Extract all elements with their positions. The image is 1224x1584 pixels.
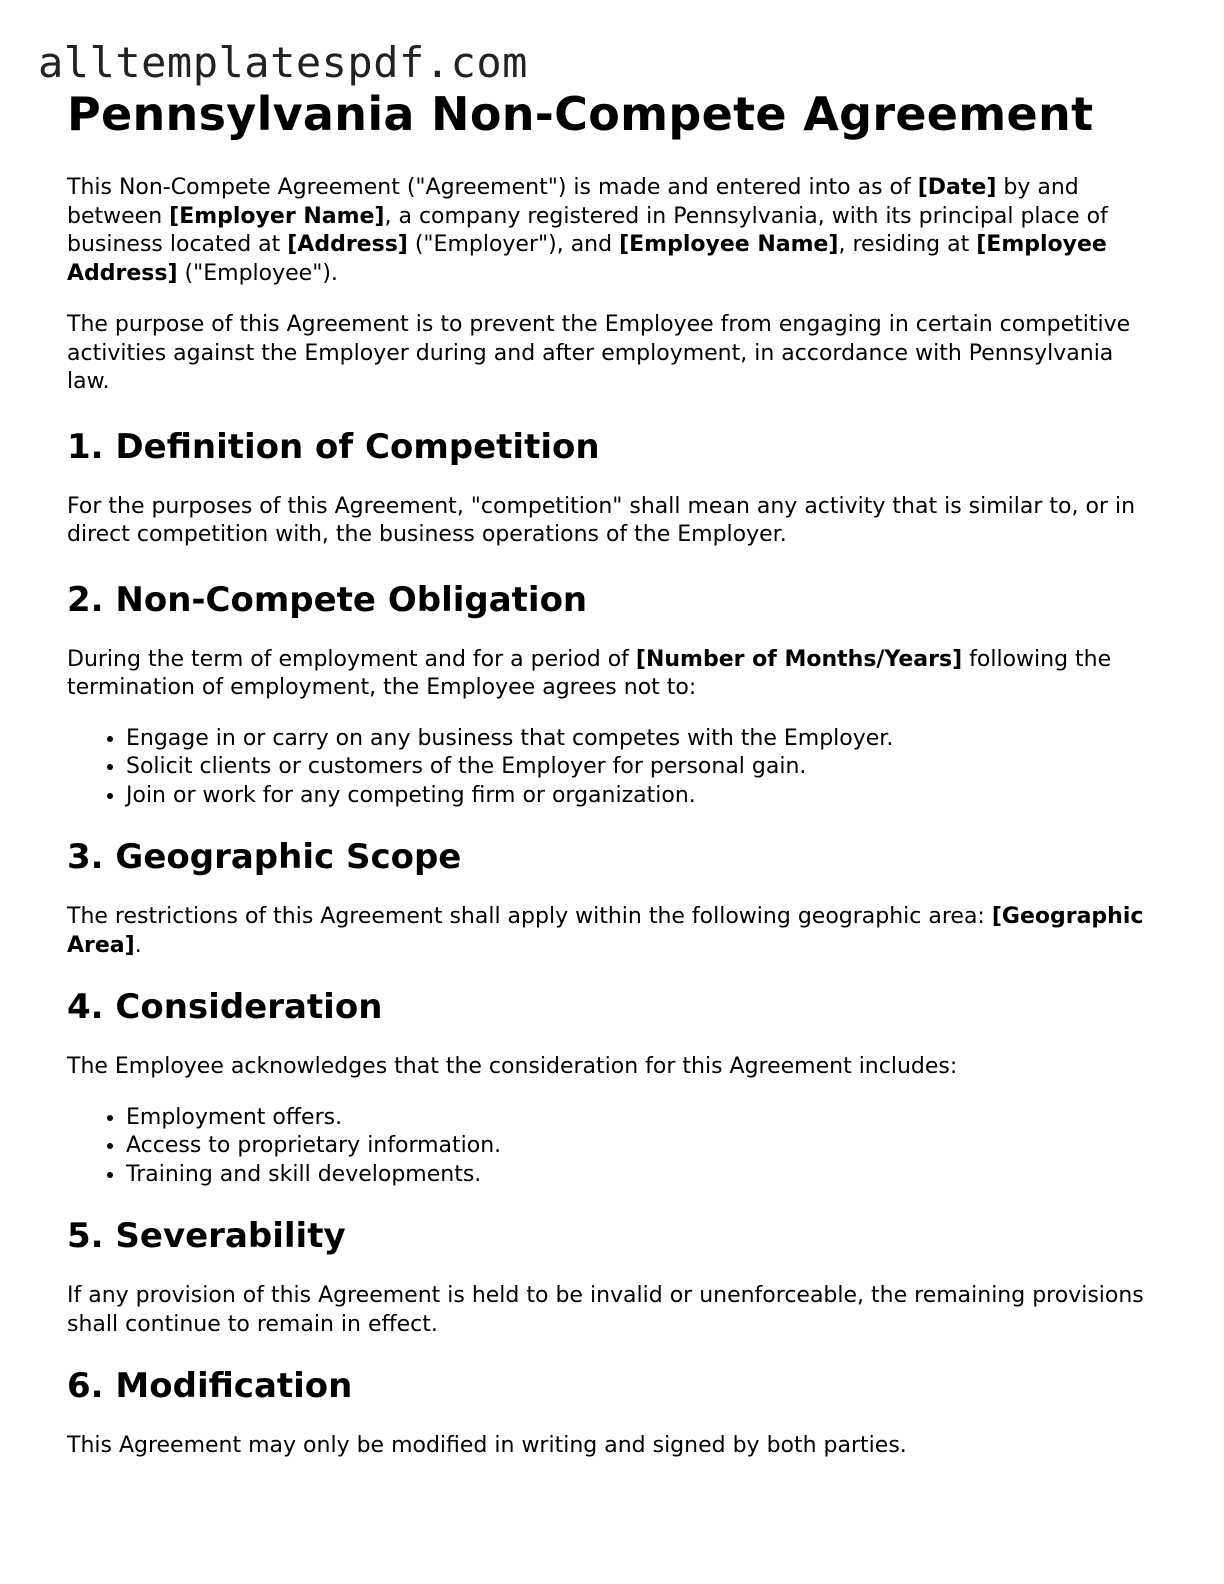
watermark: alltemplatespdf.com bbox=[38, 38, 528, 87]
employer-name-placeholder: [Employer Name] bbox=[169, 203, 385, 229]
section-heading: 1. Definition of Competition bbox=[67, 426, 600, 467]
section-body: For the purposes of this Agreement, "competition" shall mean any activity that is similar to, or in direct competition with, the business operations of the Employer. bbox=[67, 493, 1136, 547]
list-item: • Join or work for any competing firm or organization. bbox=[126, 782, 1157, 811]
intro-text: , a company registered in Pennsylvania, with its principal place of business located at bbox=[67, 203, 1108, 257]
intro-text: ("Employee"). bbox=[177, 260, 338, 286]
section-body bbox=[67, 646, 1157, 703]
section-body: This Agreement may only be modified in writing and signed by both parties. bbox=[67, 1433, 907, 1458]
section-body: If any provision of this Agreement is held to be invalid or unenforceable, the remaining provisions shall continue to remain in effect. bbox=[67, 1283, 1144, 1337]
list-item: • Solicit clients or customers of the Employer for personal gain. bbox=[126, 753, 1157, 782]
intro-paragraph bbox=[67, 174, 1157, 288]
address-placeholder: [Address] bbox=[287, 232, 408, 257]
geographic-area-placeholder: [Geographic Area] bbox=[67, 904, 1144, 958]
employee-address-placeholder: [Employee Address] bbox=[67, 232, 1107, 286]
list-item: • Employment offers. bbox=[126, 1104, 1157, 1133]
section-text: The restrictions of this Agreement shall apply within the following geographic area: bbox=[67, 904, 992, 929]
document bbox=[67, 82, 1157, 1461]
section-geographic-scope bbox=[67, 835, 1157, 960]
section-body: The Employee acknowledges that the consideration for this Agreement includes: bbox=[67, 1054, 958, 1079]
section-heading: 6. Modification bbox=[67, 1366, 353, 1406]
intro-text: , residing at bbox=[838, 232, 977, 257]
employee-name-placeholder: [Employee Name] bbox=[619, 232, 839, 257]
list-item: • Access to proprietary information. bbox=[126, 1132, 1157, 1161]
date-placeholder: [Date] bbox=[917, 175, 997, 200]
section-text: following the termination of employment, the Employee agrees not to: bbox=[67, 646, 1112, 700]
purpose-paragraph: The purpose of this Agreement is to prevent the Employee from engaging in certain competitive activities against the Employer during and after employment, in accordance with Pennsylvania law. bbox=[67, 312, 1131, 394]
obligation-list bbox=[67, 725, 1157, 811]
section-consideration bbox=[67, 985, 1157, 1189]
section-heading: 3. Geographic Scope bbox=[67, 837, 462, 877]
consideration-list bbox=[67, 1104, 1157, 1190]
period-placeholder: [Number of Months/Years] bbox=[635, 646, 963, 672]
section-heading: 2. Non-Compete Obligation bbox=[67, 579, 588, 620]
section-text: . bbox=[134, 932, 142, 958]
section-heading: 4. Consideration bbox=[67, 987, 383, 1027]
list-item: • Training and skill developments. bbox=[126, 1161, 1157, 1190]
intro-text: This Non-Compete Agreement ("Agreement") is made and entered into as of bbox=[67, 175, 918, 200]
section-severability bbox=[67, 1214, 1157, 1339]
page-title: Pennsylvania Non-Compete Agreement bbox=[67, 87, 1094, 141]
intro-text: ("Employer"), and bbox=[407, 232, 620, 257]
section-non-compete-obligation bbox=[67, 578, 1157, 811]
section-modification bbox=[67, 1364, 1157, 1461]
section-body bbox=[67, 903, 1157, 960]
section-definition-of-competition bbox=[67, 425, 1157, 550]
intro-text: by and between bbox=[67, 175, 1079, 229]
section-heading: 5. Severability bbox=[67, 1216, 346, 1256]
list-item: • Engage in or carry on any business that competes with the Employer. bbox=[126, 725, 1157, 754]
section-text: During the term of employment and for a period of bbox=[67, 646, 636, 672]
